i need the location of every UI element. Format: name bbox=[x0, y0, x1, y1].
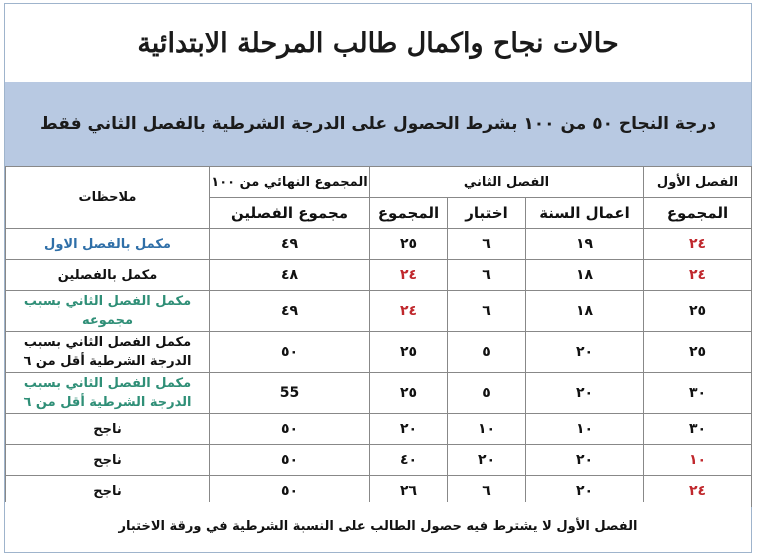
table-row bbox=[6, 229, 752, 260]
header-term1: الفصل الأول bbox=[644, 167, 752, 198]
term1-total-cell: ١٠ bbox=[644, 445, 752, 476]
note-cell: مكمل الفصل الثاني بسبب الدرجة الشرطية أقل من ٦ bbox=[6, 373, 210, 414]
header-year-work: اعمال السنة bbox=[526, 198, 644, 229]
term2-total-cell: ٢٤ bbox=[370, 291, 448, 332]
table-row bbox=[6, 291, 752, 332]
header-term2-total: المجموع bbox=[370, 198, 448, 229]
exam-cell: ٥ bbox=[448, 373, 526, 414]
note-cell: مكمل بالفصلين bbox=[6, 260, 210, 291]
note-cell: ناجح bbox=[6, 476, 210, 507]
term1-total-cell: ٣٠ bbox=[644, 414, 752, 445]
term2-total-cell: ٢٥ bbox=[370, 332, 448, 373]
exam-cell: ٦ bbox=[448, 260, 526, 291]
term1-total-cell: ٢٤ bbox=[644, 260, 752, 291]
page-title: حالات نجاح واكمال طالب المرحلة الابتدائية bbox=[137, 27, 619, 59]
title-area bbox=[5, 4, 751, 83]
note-cell: مكمل الفصل الثاني بسبب الدرجة الشرطية أقل من ٦ bbox=[6, 332, 210, 373]
sum-cell: ٥٠ bbox=[210, 445, 370, 476]
term1-total-cell: ٢٤ bbox=[644, 476, 752, 507]
header-final: المجموع النهائي من ١٠٠ bbox=[210, 167, 370, 198]
header-row-1 bbox=[6, 167, 752, 198]
exam-cell: ٦ bbox=[448, 229, 526, 260]
sum-cell: ٤٩ bbox=[210, 291, 370, 332]
note-cell: ناجح bbox=[6, 445, 210, 476]
exam-cell: ٥ bbox=[448, 332, 526, 373]
header-term1-total: المجموع bbox=[644, 198, 752, 229]
term1-total-cell: ٢٥ bbox=[644, 332, 752, 373]
year-work-cell: ٢٠ bbox=[526, 332, 644, 373]
exam-cell: ٢٠ bbox=[448, 445, 526, 476]
term1-total-cell: ٢٥ bbox=[644, 291, 752, 332]
condition-band bbox=[5, 82, 751, 166]
year-work-cell: ١٨ bbox=[526, 260, 644, 291]
sum-cell: ٥٠ bbox=[210, 414, 370, 445]
header-notes: ملاحظات bbox=[6, 167, 210, 229]
table-row bbox=[6, 414, 752, 445]
term2-total-cell: ٢٦ bbox=[370, 476, 448, 507]
sum-cell: ٤٩ bbox=[210, 229, 370, 260]
note-cell: مكمل الفصل الثاني بسبب مجموعه bbox=[6, 291, 210, 332]
year-work-cell: ١٨ bbox=[526, 291, 644, 332]
footer-note bbox=[5, 502, 751, 550]
term2-total-cell: ٢٥ bbox=[370, 373, 448, 414]
term2-total-cell: ٢٥ bbox=[370, 229, 448, 260]
table-row bbox=[6, 260, 752, 291]
header-term2: الفصل الثاني bbox=[370, 167, 644, 198]
note-cell: ناجح bbox=[6, 414, 210, 445]
term1-total-cell: ٣٠ bbox=[644, 373, 752, 414]
term2-total-cell: ٢٠ bbox=[370, 414, 448, 445]
sum-cell: 55 bbox=[210, 373, 370, 414]
footer-text: الفصل الأول لا يشترط فيه حصول الطالب على النسبة الشرطية في ورقة الاختبار bbox=[118, 518, 638, 534]
table-row bbox=[6, 332, 752, 373]
note-cell: مكمل بالفصل الاول bbox=[6, 229, 210, 260]
term1-total-cell: ٢٤ bbox=[644, 229, 752, 260]
exam-cell: ٦ bbox=[448, 291, 526, 332]
term2-total-cell: ٢٤ bbox=[370, 260, 448, 291]
year-work-cell: ٢٠ bbox=[526, 373, 644, 414]
table-row bbox=[6, 373, 752, 414]
grades-table bbox=[5, 166, 752, 507]
exam-cell: ٦ bbox=[448, 476, 526, 507]
table-row bbox=[6, 445, 752, 476]
year-work-cell: ١٠ bbox=[526, 414, 644, 445]
exam-cell: ١٠ bbox=[448, 414, 526, 445]
sum-cell: ٥٠ bbox=[210, 476, 370, 507]
year-work-cell: ٢٠ bbox=[526, 445, 644, 476]
sum-cell: ٥٠ bbox=[210, 332, 370, 373]
term2-total-cell: ٤٠ bbox=[370, 445, 448, 476]
year-work-cell: ١٩ bbox=[526, 229, 644, 260]
sum-cell: ٤٨ bbox=[210, 260, 370, 291]
header-both-total: مجموع الفصلين bbox=[210, 198, 370, 229]
pass-condition: درجة النجاح ٥٠ من ١٠٠ بشرط الحصول على الدرجة الشرطية بالفصل الثاني فقط bbox=[40, 114, 716, 134]
header-exam: اختبار bbox=[448, 198, 526, 229]
year-work-cell: ٢٠ bbox=[526, 476, 644, 507]
